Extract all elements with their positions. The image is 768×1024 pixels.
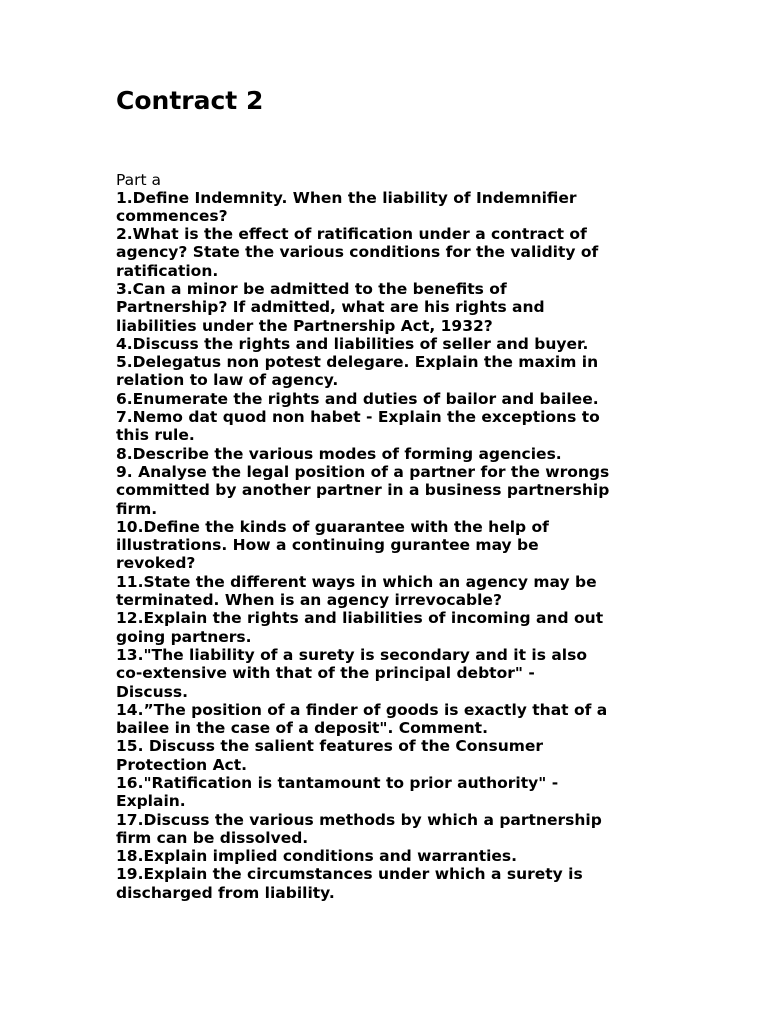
document-title: Contract 2 bbox=[116, 86, 264, 115]
question-item bbox=[116, 390, 656, 408]
question-item bbox=[116, 646, 656, 701]
question-item bbox=[116, 518, 656, 573]
question-line: terminated. When is an agency irrevocable? bbox=[116, 591, 502, 610]
question-line: firm. bbox=[116, 499, 158, 518]
question-line: revoked? bbox=[116, 554, 196, 573]
question-line: liabilities under the Partnership Act, 1932? bbox=[116, 316, 493, 335]
question-line: Discuss. bbox=[116, 682, 188, 701]
question-line: 3.Can a minor be admitted to the benefits of bbox=[116, 279, 507, 298]
question-line: this rule. bbox=[116, 426, 195, 445]
question-line: illustrations. How a continuing gurantee may be bbox=[116, 536, 539, 555]
question-line: Explain. bbox=[116, 792, 186, 811]
question-line: 17.Discuss the various methods by which a partnership bbox=[116, 810, 602, 829]
question-line: 9. Analyse the legal position of a partner for the wrongs bbox=[116, 462, 610, 481]
question-line: 5.Delegatus non potest delegare. Explain the maxim in bbox=[116, 353, 599, 372]
question-line: 15. Discuss the salient features of the Consumer bbox=[116, 737, 544, 756]
question-line: Partnership? If admitted, what are his rights and bbox=[116, 298, 545, 317]
question-line: firm can be dissolved. bbox=[116, 828, 309, 847]
question-line: bailee in the case of a deposit". Comment. bbox=[116, 719, 488, 738]
question-item bbox=[116, 774, 656, 811]
question-line: 13."The liability of a surety is secondary and it is also bbox=[116, 645, 587, 664]
question-item bbox=[116, 701, 656, 738]
question-item bbox=[116, 811, 656, 848]
question-line: relation to law of agency. bbox=[116, 371, 339, 390]
question-line: 14.”The position of a finder of goods is exactly that of a bbox=[116, 700, 608, 719]
question-item bbox=[116, 445, 656, 463]
question-item bbox=[116, 225, 656, 280]
question-item bbox=[116, 353, 656, 390]
question-line: 4.Discuss the rights and liabilities of seller and buyer. bbox=[116, 334, 589, 353]
question-line: 1.Define Indemnity. When the liability of Indemnifier bbox=[116, 188, 577, 207]
question-line: commences? bbox=[116, 206, 228, 225]
question-line: ratification. bbox=[116, 261, 219, 280]
question-item bbox=[116, 847, 656, 865]
question-line: 2.What is the effect of ratification under a contract of bbox=[116, 225, 587, 244]
question-item bbox=[116, 573, 656, 610]
question-item bbox=[116, 408, 656, 445]
question-line: 6.Enumerate the rights and duties of bailor and bailee. bbox=[116, 389, 599, 408]
question-line: 7.Nemo dat quod non habet - Explain the exceptions to bbox=[116, 408, 600, 427]
question-line: 18.Explain implied conditions and warranties. bbox=[116, 847, 518, 866]
question-line: co-extensive with that of the principal debtor" - bbox=[116, 664, 535, 683]
question-item bbox=[116, 335, 656, 353]
question-item bbox=[116, 737, 656, 774]
question-line: 10.Define the kinds of guarantee with the help of bbox=[116, 517, 549, 536]
question-line: going partners. bbox=[116, 627, 252, 646]
question-item bbox=[116, 609, 656, 646]
question-list bbox=[116, 189, 656, 903]
question-line: 12.Explain the rights and liabilities of incoming and out bbox=[116, 609, 604, 628]
question-line: 11.State the different ways in which an agency may be bbox=[116, 572, 597, 591]
question-line: agency? State the various conditions for the validity of bbox=[116, 243, 599, 262]
question-line: committed by another partner in a business partnership bbox=[116, 481, 610, 500]
question-line: 19.Explain the circumstances under which a surety is bbox=[116, 865, 583, 884]
question-item bbox=[116, 865, 656, 902]
part-label: Part a bbox=[116, 171, 162, 189]
question-line: Protection Act. bbox=[116, 755, 248, 774]
question-line: 8.Describe the various modes of forming agencies. bbox=[116, 444, 562, 463]
question-item bbox=[116, 189, 656, 226]
question-item bbox=[116, 280, 656, 335]
question-line: 16."Ratification is tantamount to prior authority" - bbox=[116, 774, 559, 792]
question-line: discharged from liability. bbox=[116, 883, 335, 902]
question-item bbox=[116, 463, 656, 518]
